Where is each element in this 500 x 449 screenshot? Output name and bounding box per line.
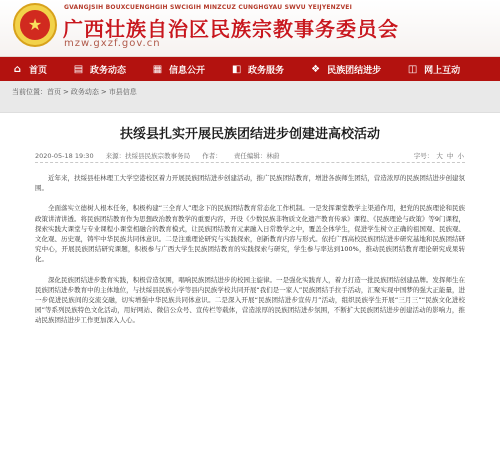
article-paragraph: 近年来，扶绥县桂林理工大学空港校区着力开展民族团结进步创建活动，推广民族团结教育，增进各族师生团结，营造浓厚的民族团结进步创建氛围。 bbox=[35, 174, 465, 193]
nav-item-label: 民族团结进步 bbox=[327, 65, 382, 76]
article-author: 作者： bbox=[202, 152, 222, 160]
nav-item-news[interactable] bbox=[73, 63, 126, 76]
article-date: 2020-05-18 19:30 bbox=[35, 152, 94, 160]
main-nav bbox=[0, 57, 500, 81]
chat-icon: ◫ bbox=[407, 63, 418, 75]
nav-item-info[interactable] bbox=[152, 63, 205, 76]
article-source: 来源：扶绥县民族宗教事务局 bbox=[105, 152, 191, 160]
breadcrumb-item-county[interactable]: 市县信息 bbox=[108, 88, 137, 96]
national-emblem-icon: ★ bbox=[13, 3, 57, 47]
article-paragraph: 深化民族团结进步教育实践，积极营造氛围，唱响民族团结进步的校园主旋律。一是强化实践育人，着力打造一批民族团结创建品牌。发挥师生在民族团结进步教育中的主体地位，与扶绥县民族小学等县内民族学校共同开展“我们是一家人”民族团结手拉手活动，汇聚实现中国梦的强大正能量，进一步促进民族间的交流交融，切实增强中华民族共同体意识。二是深入开展“民族团结进步宣传月”活动，组织民族学生开展“三月三”“民族文化进校园”等系列民族特色文化活动，用好网站、微信公众号、宣传栏等载体，营造浓厚的民族团结进步氛围，不断扩大民族团结进步创建活动的影响力，推动民族团结进步工作更加深入人心。 bbox=[35, 275, 465, 325]
font-size-large-button[interactable]: 大 bbox=[436, 152, 443, 160]
article-panel bbox=[0, 112, 500, 449]
home-icon: ⌂ bbox=[13, 63, 22, 75]
info-icon: ▦ bbox=[152, 63, 163, 75]
breadcrumb-item-news[interactable]: 政务动态 bbox=[70, 88, 99, 96]
nav-item-label: 首页 bbox=[29, 65, 48, 76]
site-title-pinyin: GVANGJSIH BOUXCUENGHGIH SWCIGIH MINZCUZ CUNGHGYAU SWVU YEIJYENZVEI bbox=[64, 4, 353, 11]
service-icon: ◧ bbox=[231, 63, 242, 75]
site-domain: mzw.gxzf.gov.cn bbox=[64, 38, 161, 49]
breadcrumb bbox=[0, 81, 500, 103]
breadcrumb-separator: > bbox=[63, 88, 69, 96]
breadcrumb-prefix: 当前位置： bbox=[12, 88, 47, 96]
meta-divider bbox=[35, 162, 465, 163]
nav-item-label: 政务动态 bbox=[90, 65, 127, 76]
breadcrumb-item-home[interactable]: 首页 bbox=[47, 88, 61, 96]
nav-item-home[interactable] bbox=[12, 63, 47, 76]
article-paragraph: 全面落实立德树人根本任务，积极构建“三全育人”理念下的民族团结教育常态化工作机制。一是发挥课堂教学主渠道作用，把党的民族理论和民族政策讲清讲透。将民族团结教育作为思想政治教育教学的重要内容，开设《少数民族非物质文化遗产教育传承》课程、《民族理论与政策》等9门课程，探索实践大课堂与专业课程小课堂相融合的教育模式，让民族团结教育元素融入日常教学之中，覆盖全体学生，促进学生树立正确的祖国观、民族观、文化观、历史观，铸牢中华民族共同体意识。二是注重理论研究与实践探索，创新教育内容与形式。依托广西高校民族团结进步研究基地和民族团结研究中心，开展民族团结研究课题，积极参与广西大学生民族团结教育的实践探索与研究，学生参与率达到100%，推动民族团结教育理论研究成果转化。 bbox=[35, 204, 465, 264]
article-editor: 责任编辑：林蔚 bbox=[233, 152, 280, 160]
font-size-label: 字号： bbox=[413, 152, 434, 160]
font-size-medium-button[interactable]: 中 bbox=[446, 152, 454, 160]
nav-item-unity[interactable] bbox=[310, 63, 381, 76]
news-icon: ▤ bbox=[73, 63, 84, 75]
nav-item-interaction[interactable] bbox=[407, 63, 460, 76]
nav-item-service[interactable] bbox=[231, 63, 284, 76]
article-body bbox=[35, 173, 465, 336]
nav-item-label: 政务服务 bbox=[248, 65, 285, 76]
article-title: 扶绥县扎实开展民族团结进步创建进高校活动 bbox=[119, 127, 380, 142]
font-size-small-button[interactable]: 小 bbox=[457, 152, 464, 160]
breadcrumb-separator: > bbox=[100, 88, 107, 96]
site-header bbox=[0, 0, 500, 57]
unity-icon: ❖ bbox=[311, 63, 321, 75]
nav-item-label: 信息公开 bbox=[169, 65, 206, 76]
site-title[interactable]: 广西壮族自治区民族宗教事务委员会 bbox=[63, 17, 399, 41]
font-size-switcher bbox=[414, 151, 465, 160]
nav-item-label: 网上互动 bbox=[424, 65, 461, 76]
article-meta bbox=[35, 151, 465, 160]
